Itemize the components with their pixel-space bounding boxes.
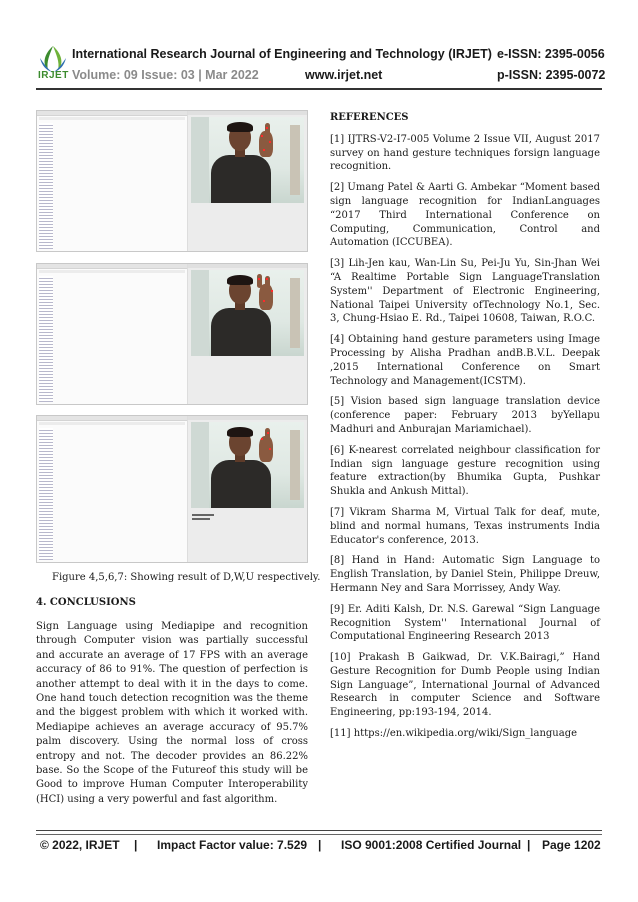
logo-text: IRJET [38, 70, 69, 81]
reference-item: [10] Prakash B Gaikwad, Dr. V.K.Bairagi,” Hand Gesture Recognition for Dumb People using Indian Sign Language”, International Journal of Advanced Research in computer Science and Software Engineering, pp:193-194, 2014. [330, 652, 600, 719]
result-screenshot-d [36, 110, 308, 252]
header-rule [36, 88, 602, 90]
reference-item: [9] Er. Aditi Kalsh, Dr. N.S. Garewal “Sign Language Recognition System'' International Journal of Computational Engineering Research 2013 [330, 603, 600, 643]
journal-title: International Research Journal of Engineering and Technology (IRJET) [72, 47, 492, 61]
result-screenshot-u [36, 415, 308, 563]
footer-rule [36, 834, 602, 835]
footer-rule [36, 830, 602, 831]
references-section [330, 111, 600, 748]
camera-window [188, 416, 307, 562]
webcam-frame [191, 117, 304, 203]
reference-item: [4] Obtaining hand gesture parameters using Image Processing by Alisha Pradhan andB.B.V.L. Deepak ,2015 International Conference on Smart Technology and Management(ICSTM). [330, 334, 600, 387]
section-heading: 4. CONCLUSIONS [36, 597, 136, 608]
website-link[interactable]: www.irjet.net [305, 68, 383, 82]
reference-item: [3] Lih-Jen kau, Wan-Lin Su, Pei-Ju Yu, Sin-Jhan Wei “A Realtime Portable Sign LanguageTranslation System'' Department of Electronic Engineering, National Taipei University ofTechnology No.1, Sec. 3, Chung-Hsiao E. Rd., Taipei 10608, Taiwan, R.O.C. [330, 258, 600, 325]
result-screenshot-w [36, 263, 308, 405]
reference-item: [7] Vikram Sharma M, Virtual Talk for deaf, mute, blind and normal humans, Texas instruments India Educator's conference, 2013. [330, 506, 600, 546]
p-issn: p-ISSN: 2395-0072 [497, 68, 606, 82]
webcam-frame [191, 270, 304, 356]
camera-window [188, 111, 307, 251]
console-panel [37, 111, 188, 251]
references-heading: REFERENCES [330, 112, 409, 123]
footer-separator: | [527, 838, 531, 852]
reference-item: [6] K-nearest correlated neighbour classification for Indian sign language gesture recognition using feature extraction(by Bhumika Gupta, Pushkar Shukla and Ankush Mittal). [330, 444, 600, 498]
e-issn: e-ISSN: 2395-0056 [497, 47, 605, 61]
copyright: © 2022, IRJET [40, 838, 120, 852]
reference-item: [5] Vision based sign language translation device (conference paper: February 2013 byYellapu Madhuri and Anburajan Mariamichael). [330, 396, 600, 435]
reference-link[interactable]: [11] https://en.wikipedia.org/wiki/Sign_language [330, 728, 578, 740]
reference-item: [1] IJTRS-V2-I7-005 Volume 2 Issue VII, August 2017 survey on hand gesture techniques forsign language recognition. [330, 133, 600, 173]
camera-window [188, 264, 307, 404]
prediction-output [192, 514, 214, 516]
volume-issue: Volume: 09 Issue: 03 | Mar 2022 [72, 68, 259, 82]
conclusions-text: Sign Language using Mediapipe and recognition through Computer vision was partially successful and accurate an average of 17 FPS with an average accuracy of 86 to 91%. The question of perfection is another attempt to deal with it in the days to come. One hand touch detection recognition was the theme and the biggest problem with which it worked with. Mediapipe achieves an average accuracy of 95.7% palm discovery. Using the normal loss of cross entropy and not. The decoder provides an 86.22% base. So the Scope of the Futureof this study will be Good to improve Human Computer Interoperability (HCI) using a very powerful and fast algorithm. [36, 621, 308, 805]
webcam-frame [191, 422, 304, 508]
console-panel [37, 264, 188, 404]
reference-item: [2] Umang Patel & Aarti G. Ambekar “Moment based sign language recognition for IndianLanguages “2017 Third International Conference on Computing, Communication, Control and Automation (ICCUBEA). [330, 182, 600, 249]
console-panel [37, 416, 188, 562]
page-number: Page 1202 [542, 838, 601, 852]
reference-item: [8] Hand in Hand: Automatic Sign Language to English Translation, by Daniel Stein, Philippe Dreuw, Hermann Ney and Sara Morrissey, Andy Way. [330, 555, 600, 594]
impact-factor: Impact Factor value: 7.529 [157, 838, 308, 852]
footer-separator: | [318, 838, 322, 852]
footer-separator: | [134, 838, 138, 852]
iso-certification: ISO 9001:2008 Certified Journal [341, 838, 522, 852]
figure-caption: Figure 4,5,6,7: Showing result of D,W,U respectively. [52, 572, 321, 583]
prediction-output [192, 518, 210, 520]
